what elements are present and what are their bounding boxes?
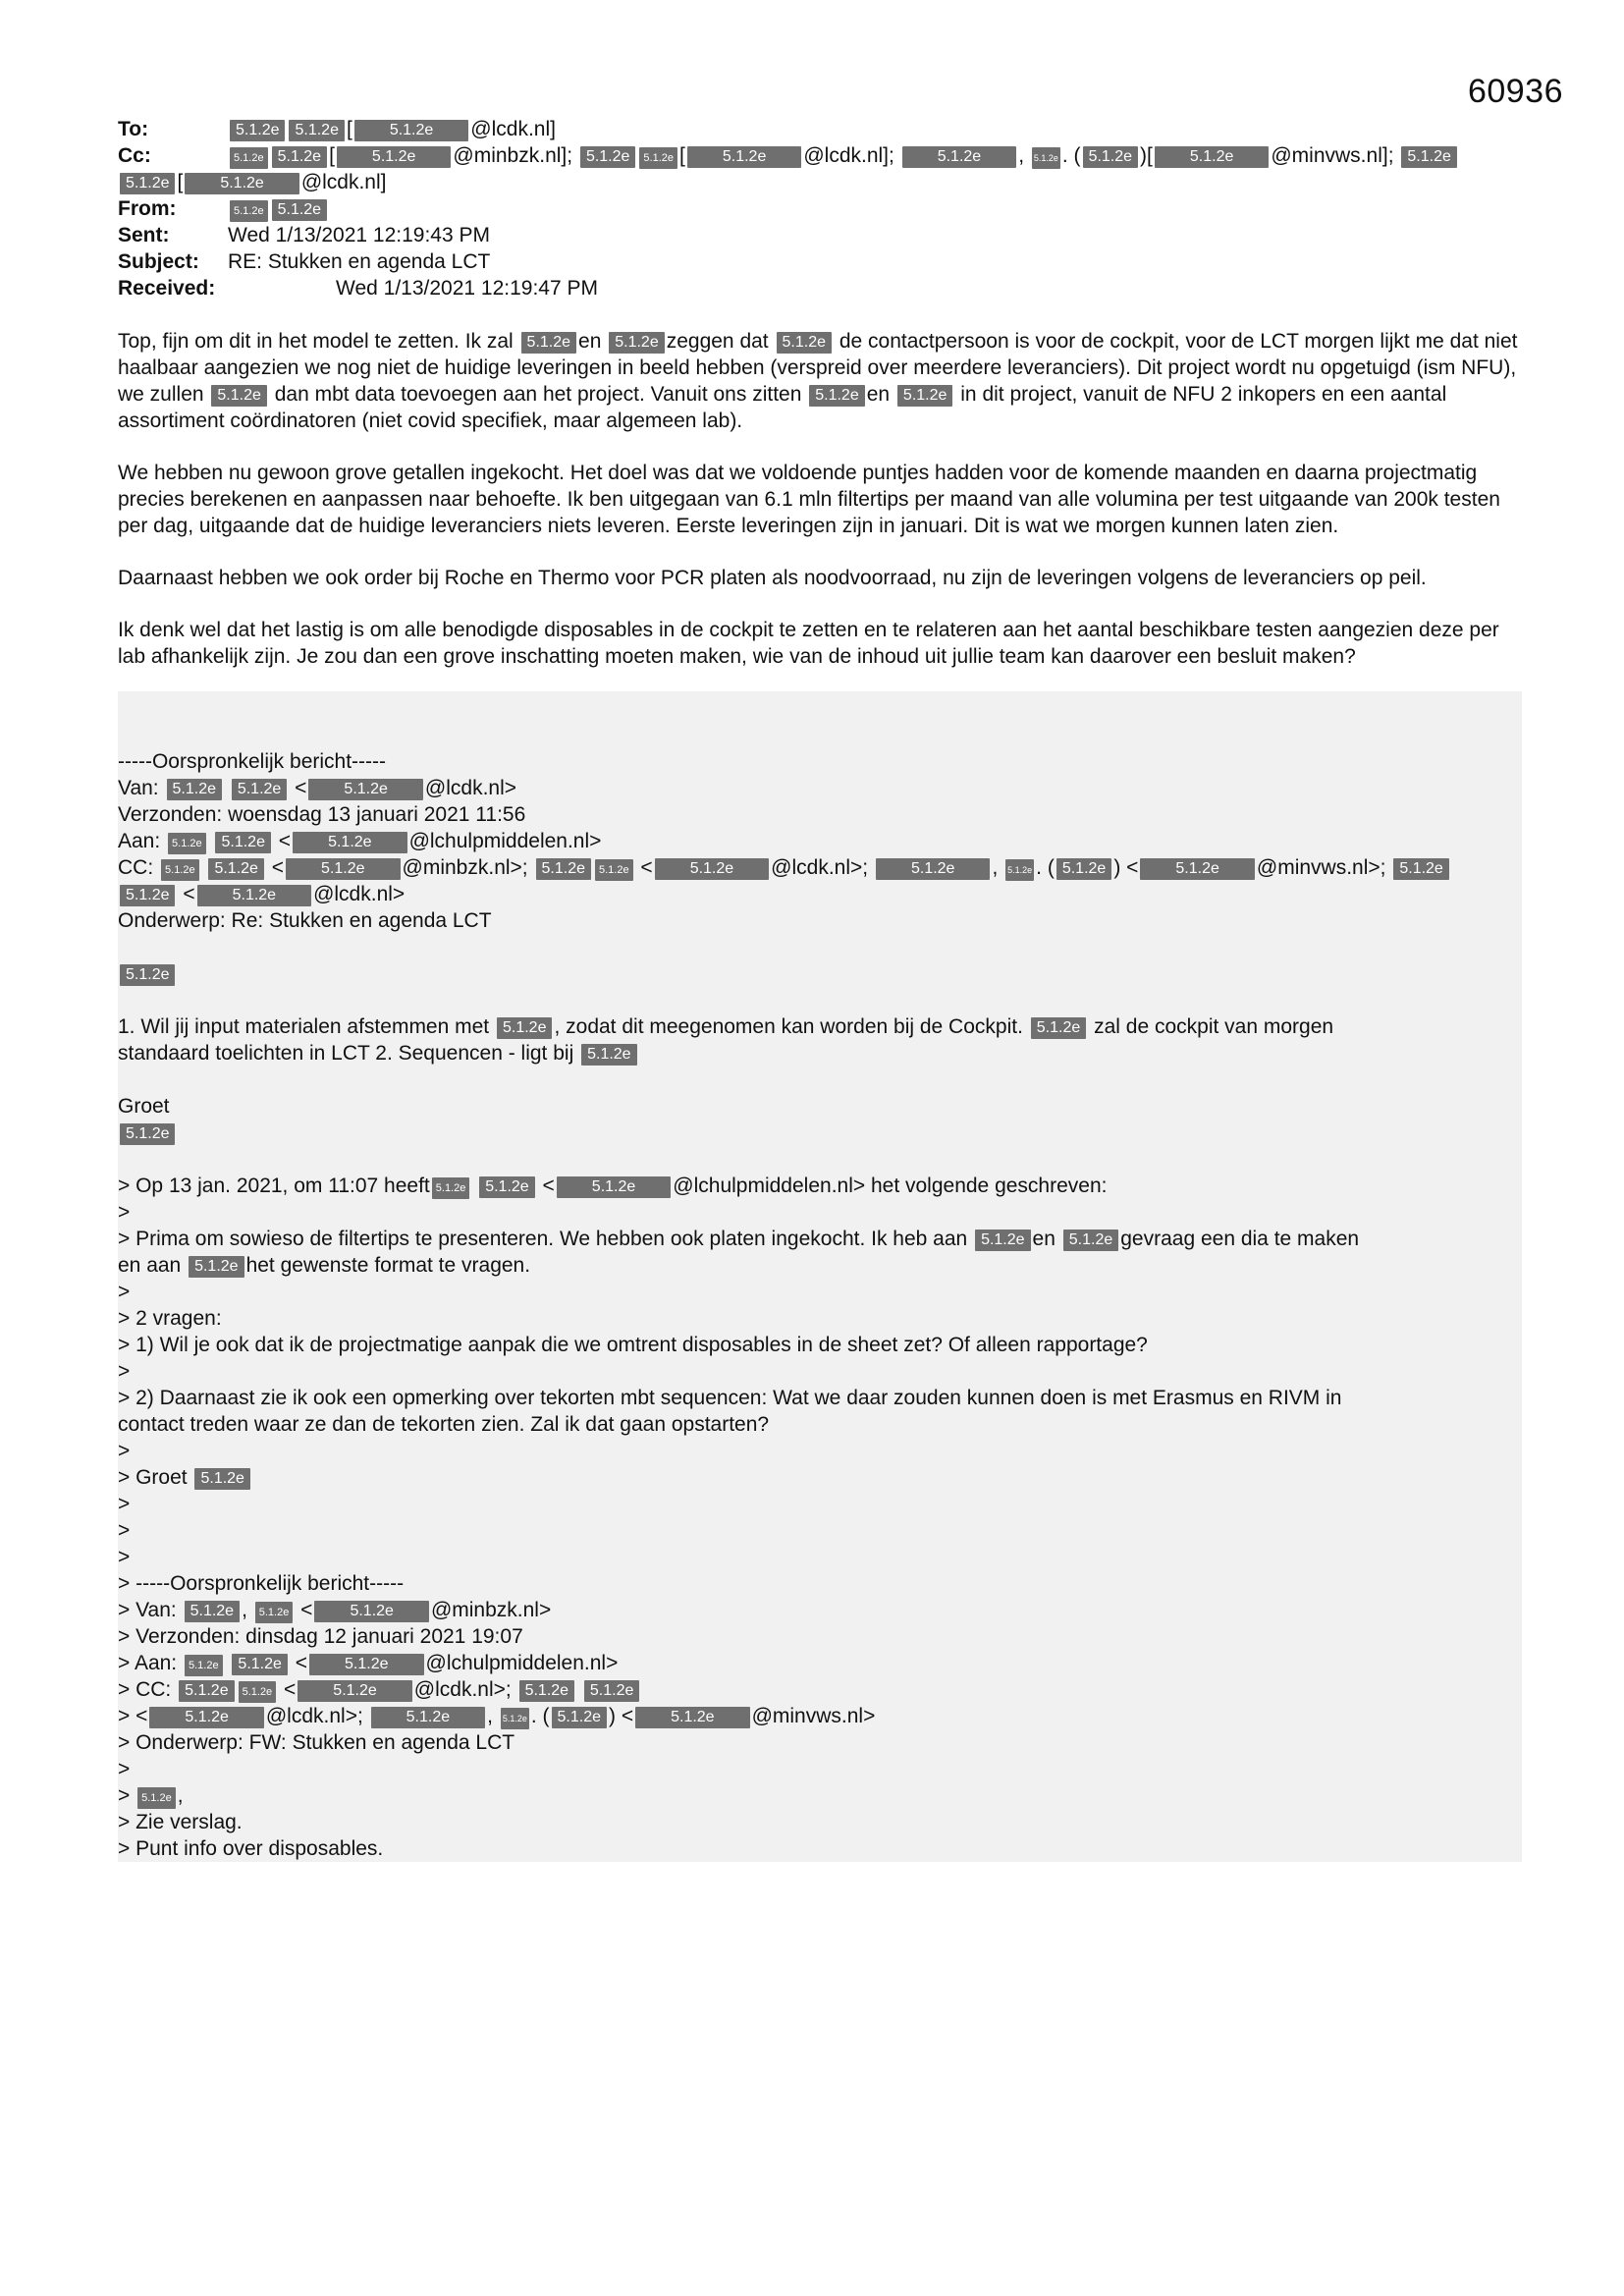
text: in — [960, 383, 977, 406]
text: dan mbt data toevoegen aan het project. Vanuit ons zitten — [274, 383, 802, 406]
address: @lcdk.nl>; — [413, 1678, 512, 1701]
redaction: 5.1.2e — [230, 120, 285, 141]
quote-marker: > — [118, 1201, 131, 1224]
text: en aan — [118, 1254, 182, 1277]
text: > Op 13 jan. 2021, om 11:07 heeft — [118, 1175, 430, 1197]
redaction: 5.1.2e — [255, 1602, 294, 1623]
redaction: 5.1.2e — [635, 1707, 749, 1728]
subject-row — [118, 248, 1522, 275]
text: Top, fijn om dit in het model te zetten. Ik zal — [118, 330, 514, 353]
body-paragraph-3: Daarnaast hebben we ook order bij Roche en Thermo voor PCR platen als noodvoorraad, nu zijn de leveringen volgens de leveranciers op peil. — [118, 567, 1427, 589]
redaction: 5.1.2e — [185, 1601, 240, 1622]
email-header — [118, 116, 1522, 301]
address: @lcdk.nl>; — [265, 1705, 363, 1727]
subject-value: RE: Stukken en agenda LCT — [228, 250, 491, 273]
redaction: 5.1.2e — [975, 1230, 1030, 1251]
redaction: 5.1.2e — [232, 1654, 287, 1675]
redaction: 5.1.2e — [581, 1044, 636, 1066]
redaction: 5.1.2e — [639, 147, 677, 169]
redaction: 5.1.2e — [185, 173, 298, 194]
redaction: 5.1.2e — [1393, 858, 1448, 880]
redaction: 5.1.2e — [208, 858, 263, 880]
quote-line: > 1) Wil je ook dat ik de projectmatige aanpak die we omtrent disposables in de sheet zet? Of alleen rapportage? — [118, 1334, 1148, 1356]
redaction: 5.1.2e — [168, 833, 206, 854]
address: @minbzk.nl>; — [402, 856, 528, 879]
redaction: 5.1.2e — [501, 1708, 529, 1729]
text: zal de cockpit van morgen — [1094, 1015, 1334, 1038]
redaction: 5.1.2e — [272, 146, 327, 168]
redaction: 5.1.2e — [897, 385, 952, 407]
redaction: 5.1.2e — [1032, 147, 1060, 169]
redaction: 5.1.2e — [777, 332, 832, 354]
redaction: 5.1.2e — [432, 1177, 470, 1199]
quote-salutation: > 5.1.2e , — [118, 1784, 184, 1807]
quoted-cc-continued: 5.1.2e < 5.1.2e @lcdk.nl> — [118, 881, 1522, 907]
subject-label: Subject: — [118, 250, 199, 273]
salutation — [118, 960, 1522, 987]
redaction: 5.1.2e — [609, 332, 664, 354]
redaction: 5.1.2e — [197, 885, 311, 906]
redaction: 5.1.2e — [552, 1707, 607, 1728]
text: dit project, vanuit de NFU 2 inkopers en een aantal assortiment coördinatoren (niet covid specifiek, maar algemeen lab). — [118, 383, 1447, 432]
text: morgen lijkt me dat niet haalbaar aangezien we nog niet de huidige leveringen in beeld hebben (verspreid over meerdere leveranciers). — [118, 330, 1518, 379]
quoted-to: > Aan: 5.1.2e 5.1.2e < 5.1.2e @lchulpmiddelen.nl> — [118, 1652, 619, 1674]
redaction: 5.1.2e — [557, 1176, 671, 1198]
text: en — [578, 330, 602, 353]
label: > Aan: — [118, 1652, 178, 1674]
quote-marker: > — [118, 1758, 131, 1780]
quote-marker: > — [118, 1440, 131, 1462]
quoted-subject: Onderwerp: Re: Stukken en agenda LCT — [118, 909, 492, 932]
redaction: 5.1.2e — [289, 120, 344, 141]
quote-line: contact treden waar ze dan de tekorten zien. Zal ik dat gaan opstarten? — [118, 1413, 770, 1436]
cc-address: @lcdk.nl] — [300, 171, 387, 193]
label: CC: — [118, 856, 154, 879]
redaction: 5.1.2e — [309, 1654, 423, 1675]
quoted-from: Van: 5.1.2e 5.1.2e < 5.1.2e @lcdk.nl> — [118, 777, 517, 799]
cc-row-continued: 5.1.2e [ 5.1.2e @lcdk.nl] — [118, 169, 1522, 195]
cc-address: @minbzk.nl]; — [453, 144, 573, 167]
redaction: 5.1.2e — [337, 146, 451, 168]
from-label: From: — [118, 197, 177, 220]
redaction: 5.1.2e — [232, 779, 287, 800]
quote-line — [118, 1252, 1522, 1279]
quoted-from: > Van: 5.1.2e , 5.1.2e < 5.1.2e @minbzk.nl> — [118, 1599, 552, 1621]
address: @lchulpmiddelen.nl> — [425, 1652, 619, 1674]
redaction: 5.1.2e — [230, 147, 268, 169]
redaction: 5.1.2e — [1140, 858, 1254, 880]
redaction: 5.1.2e — [272, 199, 327, 221]
redaction: 5.1.2e — [1401, 146, 1456, 168]
quote-marker: > — [118, 1281, 131, 1303]
redaction: 5.1.2e — [120, 1123, 175, 1145]
quoted-cc: CC: 5.1.2e 5.1.2e < 5.1.2e @minbzk.nl>; 5.1.2e 5.1.2e < 5.1.2e @lcdk.nl>; 5.1.2e , 5.1.2e . ( 5.1.2e ) < 5.1.2e @minvws.nl>; 5.1.2e — [118, 854, 1522, 881]
quote-line — [118, 1226, 1522, 1252]
received-row — [118, 275, 1522, 301]
redaction: 5.1.2e — [536, 858, 591, 880]
text: en — [866, 383, 891, 406]
redaction: 5.1.2e — [149, 1707, 263, 1728]
redaction: 5.1.2e — [497, 1017, 552, 1039]
quote-marker: > — [118, 1493, 131, 1515]
quote-greeting — [118, 1464, 1522, 1491]
redaction: 5.1.2e — [595, 859, 633, 881]
label: > CC: — [118, 1678, 172, 1701]
redaction: 5.1.2e — [211, 385, 266, 407]
redaction: 5.1.2e — [354, 120, 468, 141]
redaction: 5.1.2e — [371, 1707, 485, 1728]
redaction: 5.1.2e — [1031, 1017, 1086, 1039]
redaction: 5.1.2e — [519, 1680, 574, 1702]
quoted-sent: > Verzonden: dinsdag 12 januari 2021 19:07 — [118, 1625, 523, 1648]
body-paragraph-4: Ik denk wel dat het lastig is om alle benodigde disposables in de cockpit te zetten en te relateren aan het aantal beschikbare testen aangezien deze per lab afhankelijk zijn. Je zou dan een grove inschatting moeten maken, wie van de inhoud uit jullie team kan daarover een besluit maken? — [118, 619, 1499, 668]
sent-value: Wed 1/13/2021 12:19:43 PM — [228, 224, 490, 246]
quoted-cc-continued: > < 5.1.2e @lcdk.nl>; 5.1.2e , 5.1.2e . ( 5.1.2e ) < 5.1.2e @minvws.nl> — [118, 1705, 876, 1727]
text: > Groet — [118, 1466, 188, 1489]
text: > Prima om sowieso de filtertips te presenteren. We hebben ook platen ingekocht. Ik heb aan — [118, 1228, 968, 1250]
redaction: 5.1.2e — [120, 964, 175, 986]
redaction: 5.1.2e — [189, 1256, 244, 1278]
label: Aan: — [118, 830, 161, 852]
body-paragraph-1 — [118, 328, 1522, 434]
text: standaard toelichten in LCT 2. Sequencen - ligt bij — [118, 1042, 574, 1065]
quoted-messages — [118, 691, 1522, 1862]
text: , zodat dit meegenomen kan worden bij de Cockpit. — [554, 1015, 1023, 1038]
redaction: 5.1.2e — [179, 1680, 234, 1702]
address: @minvws.nl> — [751, 1705, 876, 1727]
redaction: 5.1.2e — [687, 146, 801, 168]
text: gevraag een dia te maken — [1120, 1228, 1360, 1250]
redaction: 5.1.2e — [580, 146, 635, 168]
redaction: 5.1.2e — [314, 1601, 428, 1622]
redaction: 5.1.2e — [293, 832, 406, 853]
quoted-to: Aan: 5.1.2e 5.1.2e < 5.1.2e @lchulpmiddelen.nl> — [118, 830, 602, 852]
cc-label: Cc: — [118, 144, 151, 167]
text: 1. Wil jij input materialen afstemmen met — [118, 1015, 490, 1038]
email-body — [118, 328, 1522, 670]
body-paragraph-2: We hebben nu gewoon grove getallen ingekocht. Het doel was dat we voldoende puntjes hadden voor de komende maanden en daarna projectmatig precies berekenen en aanpassen naar behoefte. Ik ben uitgegaan van 6.1 mln filtertips per maand van alle volumina per test uitgaande van 200k testen per dag, uitgaande dat de huidige leveranciers niets leveren. Eerste leveringen zijn in januari. Dit is wat we morgen kunnen laten zien. — [118, 462, 1500, 537]
received-value: Wed 1/13/2021 12:19:47 PM — [336, 277, 598, 300]
redaction: 5.1.2e — [1063, 1230, 1118, 1251]
separator: > -----Oorspronkelijk bericht----- — [118, 1572, 405, 1595]
text: @lchulpmiddelen.nl> het volgende geschreven: — [673, 1175, 1108, 1197]
quote-line: > 2 vragen: — [118, 1307, 222, 1330]
address: @minbzk.nl> — [430, 1599, 552, 1621]
redaction: 5.1.2e — [902, 146, 1016, 168]
redaction: 5.1.2e — [876, 858, 990, 880]
to-domain: @lcdk.nl] — [470, 118, 556, 140]
redaction: 5.1.2e — [286, 858, 400, 880]
separator: -----Oorspronkelijk bericht----- — [118, 750, 387, 773]
quote-marker: > — [118, 1360, 131, 1383]
quote-line: > Punt info over disposables. — [118, 1837, 384, 1860]
received-label: Received: — [118, 277, 216, 300]
redaction: 5.1.2e — [479, 1176, 534, 1198]
text: het gewenste format te vragen. — [245, 1254, 531, 1277]
label: Van: — [118, 777, 159, 799]
cc-row: Cc: 5.1.2e 5.1.2e [ 5.1.2e @minbzk.nl]; 5.1.2e 5.1.2e [ 5.1.2e @lcdk.nl]; 5.1.2e , 5.1.2e . ( 5.1.2e )[ 5.1.2e @minvws.nl]; 5.1.2e — [118, 142, 1522, 169]
redaction: 5.1.2e — [809, 385, 864, 407]
quoted-sent: Verzonden: woensdag 13 januari 2021 11:56 — [118, 803, 526, 826]
address: @lcdk.nl> — [313, 883, 406, 905]
to-label: To: — [118, 118, 149, 140]
redaction: 5.1.2e — [308, 779, 422, 800]
redaction: 5.1.2e — [167, 779, 222, 800]
text: Dit project wordt nu opgetuigd (ism NFU), we zullen — [118, 356, 1517, 406]
redaction: 5.1.2e — [239, 1681, 277, 1703]
redaction: 5.1.2e — [1056, 858, 1111, 880]
redaction: 5.1.2e — [230, 200, 268, 222]
quote-line: > Zie verslag. — [118, 1811, 243, 1833]
redaction: 5.1.2e — [1083, 146, 1138, 168]
label: > Van: — [118, 1599, 177, 1621]
document-number: 60936 — [1467, 73, 1563, 110]
sent-row — [118, 222, 1522, 248]
redaction: 5.1.2e — [194, 1468, 249, 1490]
redaction: 5.1.2e — [521, 332, 576, 354]
from-row — [118, 195, 1522, 222]
redaction: 5.1.2e — [120, 173, 175, 194]
redaction: 5.1.2e — [120, 885, 175, 906]
quote-line: > 2) Daarnaast zie ik ook een opmerking over tekorten mbt sequencen: Wat we daar zouden kunnen doen is met Erasmus en RIVM in — [118, 1387, 1342, 1409]
redaction: 5.1.2e — [185, 1655, 223, 1676]
cc-address: @minvws.nl]; — [1271, 144, 1394, 167]
redaction: 5.1.2e — [1155, 146, 1269, 168]
cc-address: @lcdk.nl]; — [803, 144, 894, 167]
greeting: Groet — [118, 1095, 170, 1118]
quoted-cc: > CC: 5.1.2e 5.1.2e < 5.1.2e @lcdk.nl>; 5.1.2e 5.1.2e — [118, 1676, 1522, 1703]
redaction: 5.1.2e — [137, 1787, 176, 1809]
to-row: To: 5.1.2e 5.1.2e [ 5.1.2e @lcdk.nl] — [118, 118, 556, 140]
address: @lchulpmiddelen.nl> — [408, 830, 602, 852]
quoted-subject: > Onderwerp: FW: Stukken en agenda LCT — [118, 1731, 515, 1754]
quote-intro: > Op 13 jan. 2021, om 11:07 heeft 5.1.2e 5.1.2e < 5.1.2e @lchulpmiddelen.nl> het volgende geschreven: — [118, 1175, 1108, 1197]
redaction: 5.1.2e — [584, 1680, 639, 1702]
redaction: 5.1.2e — [215, 832, 270, 853]
text: de contactpersoon is voor de cockpit, voor de LCT — [839, 330, 1299, 353]
text: zeggen dat — [666, 330, 769, 353]
redaction: 5.1.2e — [161, 859, 199, 881]
quote-marker: > — [118, 1519, 131, 1542]
address: @lcdk.nl>; — [771, 856, 869, 879]
sent-label: Sent: — [118, 224, 170, 246]
quoted-line-2 — [118, 1040, 1522, 1066]
address: @minvws.nl>; — [1256, 856, 1386, 879]
quote-marker: > — [118, 1546, 131, 1568]
text: en — [1032, 1228, 1056, 1250]
redaction: 5.1.2e — [1005, 859, 1034, 881]
address: @lcdk.nl> — [424, 777, 517, 799]
email-page — [118, 116, 1522, 1862]
quoted-line-1 — [118, 1013, 1522, 1040]
redaction: 5.1.2e — [298, 1680, 411, 1702]
redaction: 5.1.2e — [655, 858, 769, 880]
signature — [118, 1120, 1522, 1146]
